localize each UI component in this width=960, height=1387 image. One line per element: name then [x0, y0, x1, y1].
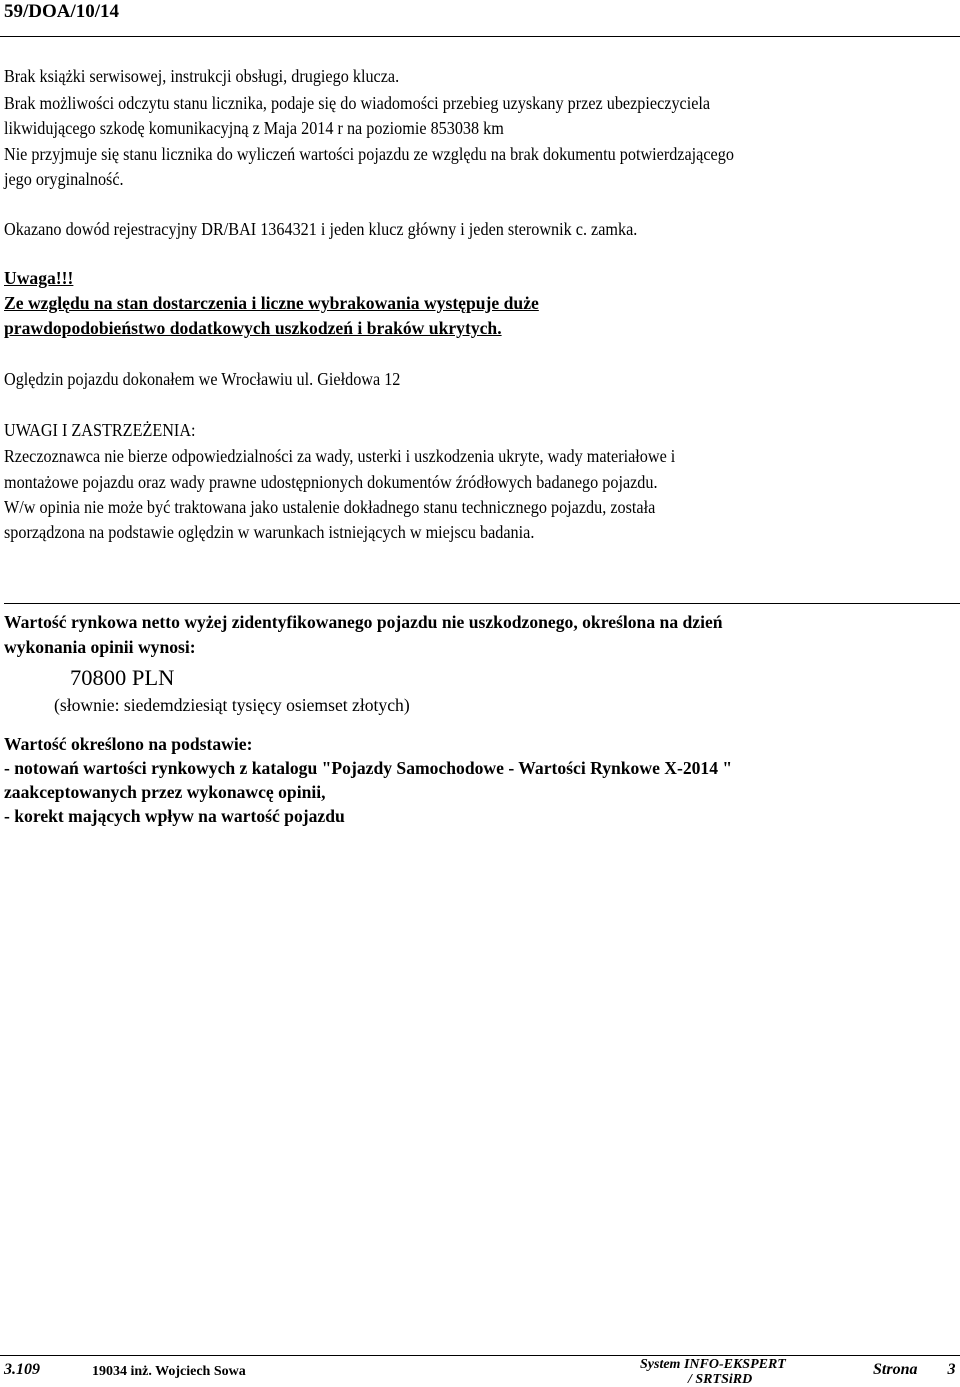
footer-author: 19034 inż. Wojciech Sowa [92, 1364, 246, 1379]
paragraph-no-service-book: Brak książki serwisowej, instrukcji obsługi, drugiego klucza. [4, 66, 400, 86]
warning-line-1: Ze względu na stan dostarczenia i liczne wybrakowania występuje duże [4, 293, 539, 313]
paragraph-odometer-rejected-line2: jego oryginalność. [4, 169, 124, 189]
paragraph-odometer-line2: likwidującego szkodę komunikacyjną z Maja 2014 r na poziomie 853038 km [4, 118, 504, 138]
footer-section-number: 3.109 [4, 1361, 40, 1378]
paragraph-registration-document: Okazano dowód rejestracyjny DR/BAI 1364321 i jeden klucz główny i jeden sterownik c. zamka. [4, 219, 638, 239]
remarks-line-3: W/w opinia nie może być traktowana jako ustalenie dokładnego stanu technicznego pojazdu, została [4, 497, 656, 517]
footer-page-value: 3 [947, 1361, 956, 1378]
remarks-line-2: montażowe pojazdu oraz wady prawne udostępnionych dokumentów źródłowych badanego pojazdu. [4, 472, 658, 492]
inspection-location: Oględzin pojazdu dokonałem we Wrocławiu ul. Giełdowa 12 [4, 369, 401, 389]
valuation-heading-line-2: wykonania opinii wynosi: [4, 637, 196, 657]
remarks-line-4: sporządzona na podstawie oględzin w warunkach istniejących w miejscu badania. [4, 522, 535, 542]
basis-item-2: - korekt mających wpływ na wartość pojazdu [4, 806, 345, 826]
basis-item-1-line-2: zaakceptowanych przez wykonawcę opinii, [4, 782, 326, 802]
footer-page-number [873, 1361, 955, 1379]
valuation-heading-line-1: Wartość rynkowa netto wyżej zidentyfikowanego pojazdu nie uszkodzonego, określona na dzień [4, 612, 723, 632]
footer-rule [0, 1355, 960, 1356]
footer-system-name: System INFO-EKSPERT [640, 1357, 786, 1372]
basis-item-1-line-1: - notowań wartości rynkowych z katalogu "Pojazdy Samochodowe - Wartości Rynkowe X-2014 " [4, 758, 733, 778]
remarks-line-1: Rzeczoznawca nie bierze odpowiedzialności za wady, usterki i uszkodzenia ukryte, wady materiałowe i [4, 446, 676, 466]
warning-title: Uwaga!!! [4, 268, 74, 288]
document-id: 59/DOA/10/14 [4, 1, 120, 22]
header-rule [0, 36, 960, 37]
remarks-title: UWAGI I ZASTRZEŻENIA: [4, 420, 196, 440]
valuation-rule [4, 603, 960, 604]
warning-line-2: prawdopodobieństwo dodatkowych uszkodzeń i braków ukrytych. [4, 318, 502, 338]
paragraph-odometer-line1: Brak możliwości odczytu stanu licznika, podaje się do wiadomości przebieg uzyskany przez ubezpieczyciela [4, 93, 711, 113]
valuation-amount-words: (słownie: siedemdziesiąt tysięcy osiemset złotych) [54, 695, 410, 715]
paragraph-odometer-rejected-line1: Nie przyjmuje się stanu licznika do wyliczeń wartości pojazdu ze względu na brak dokumentu potwierdzającego [4, 144, 734, 164]
valuation-amount: 70800 PLN [70, 665, 175, 690]
footer-system-suffix: / SRTSiRD [688, 1372, 753, 1387]
footer-page-label: Strona [873, 1361, 918, 1378]
basis-title: Wartość określono na podstawie: [4, 734, 253, 754]
